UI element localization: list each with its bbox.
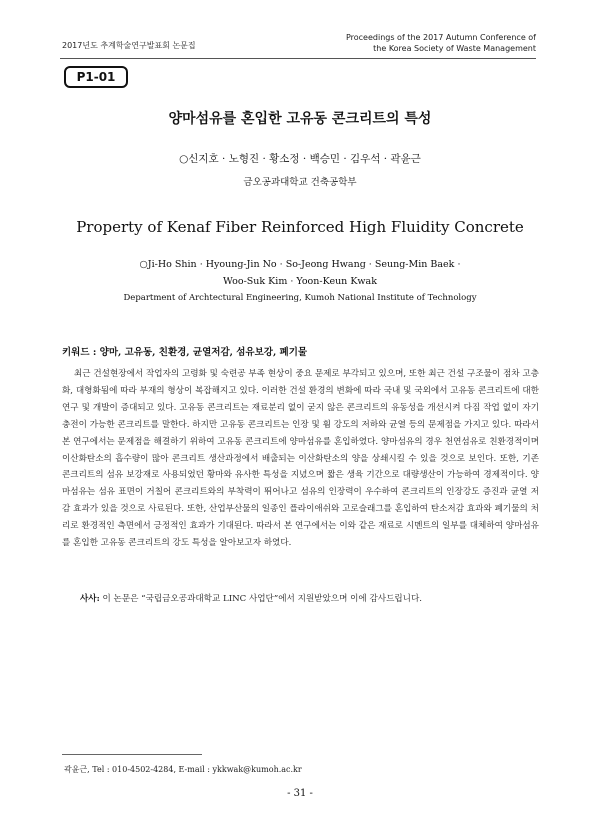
footnote-rule (62, 754, 202, 755)
paper-code-badge: P1-01 (64, 66, 128, 88)
acknowledgement-label: 사사: (80, 594, 100, 604)
authors-english (60, 256, 540, 290)
header-left: 2017년도 추계학술연구발표회 논문집 (62, 41, 196, 50)
header-right-line2: the Korea Society of Waste Management (373, 44, 536, 53)
abstract-text: 최근 건설현장에서 작업자의 고령화 및 숙련공 부족 현상이 중요 문제로 부각되고 있으며, 또한 최근 건설 구조물이 점차 고층화, 대형화됨에 따라 부재의 형상이 복잡해지고 있다. 이러한 건설 환경의 변화에 따라 국내 및 국외에서 고유동 콘크리트에 대한 연구 및 개발이 증대되고 있다. 고유동 콘크리트는 재료분리 없이 굳지 않은 콘크리트의 유동성을 개선시켜 다짐 작업 없이 자기 충전이 가능한 콘크리트를 말한다. 하지만 고유동 콘크리트는 인장 및 휨 강도의 저하와 균열 등의 문제점을 가지고 있다. 따라서 본 연구에서는 문제점을 해결하기 위하여 고유동 콘크리트에 양마섬유를 혼입하였다. 양마섬유의 경우 천연섬유로 친환경적이며 이산화탄소의 흡수량이 많아 콘크리트 생산과정에서 배출되는 이산화탄소의 양을 상쇄시킬 수 있을 것으로 보인다. 또한, 기존 콘크리트의 섬유 보강재로 사용되었던 황마와 유사한 특성을 지녔으며 짧은 생육 기간으로 대량생산이 가능하여 경제적이다. 양마섬유는 섬유 표면이 거칠어 콘크리트와의 부착력이 뛰어나고 섬유의 인장력이 우수하여 콘크리트의 인장강도 증진과 균열 저감 효과가 있을 것으로 사료된다. 또한, 산업부산물의 일종인 플라이애쉬와 고로슬래그를 혼입하여 탄소저감 효과와 폐기물의 처리로 환경적인 측면에서 긍정적인 효과가 기대된다. 따라서 본 연구에서는 이와 같은 재료로 시멘트의 일부를 대체하여 양마섬유를 혼입한 고유동 콘크리트의 강도 특성을 알아보고자 하였다. (62, 369, 539, 549)
authors-english-line2: Woo-Suk Kim · Yoon-Keun Kwak (223, 276, 377, 287)
abstract (62, 366, 539, 552)
footnote: 곽윤근, Tel : 010-4502-4284, E-mail : ykkwak@kumoh.ac.kr (64, 765, 302, 774)
acknowledgement-text: 이 논문은 “국립금오공과대학교 LINC 사업단”에서 지원받았으며 이에 감사드립니다. (99, 594, 423, 604)
affiliation-english: Department of Archtectural Engineering, Kumoh National Institute of Technology (123, 293, 477, 303)
title-korean: 양마섬유를 혼입한 고유동 콘크리트의 특성 (168, 111, 432, 127)
title-english: Property of Kenaf Fiber Reinforced High Fluidity Concrete (76, 218, 524, 236)
header-right-line1: Proceedings of the 2017 Autumn Conference of (345, 33, 536, 42)
header-right (276, 32, 536, 54)
authors-korean: ○신지호 · 노형진 · 황소정 · 백승민 · 김우석 · 곽윤근 (179, 153, 421, 165)
affiliation-korean: 금오공과대학교 건축공학부 (243, 177, 357, 188)
authors-english-line1: ○Ji-Ho Shin · Hyoung-Jin No · So-Jeong Hwang · Seung-Min Baek · (139, 259, 461, 270)
page-number: - 31 - (287, 788, 313, 799)
header-rule (60, 58, 536, 59)
keywords: 키워드 : 양마, 고유동, 친환경, 균열저감, 섬유보강, 폐기물 (62, 347, 308, 358)
acknowledgement (80, 592, 422, 604)
